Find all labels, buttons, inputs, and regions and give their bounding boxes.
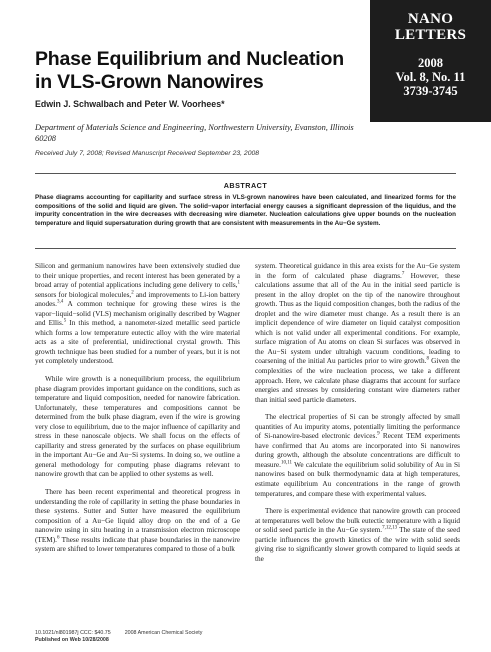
journal-year: 2008: [418, 56, 443, 70]
top-divider: [35, 173, 456, 174]
journal-volume: Vol. 8, No. 11: [395, 70, 466, 84]
body-paragraph: system. Theoretical guidance in this area exists for the Au−Ge system in the form of calculated phase diagrams.$^7$ However, these calculations assume that all of the Au in the initial seed particle is present in the alloy droplet on the tip of the nanowire throughout growth. Thus as the liquid composition changes, both the radius of the droplet and the wire diameter must change. As a result there is an implicit dependence of wire diameter on liquid catalyst composition which is not valid under all experimental conditions. For example, surface migration of Au atoms on clean Si surfaces was observed in the Au−Si system under ultrahigh vacuum conditions, leading to coarsening of the initial Au particles prior to wire growth.$^8$ Given the complexities of the wire nucleation process, we take a different approach. Here, we calculate phase diagrams that account for surface energies and stresses by considering constant wire diameters rather than initial seed particle diameters.: [255, 262, 461, 404]
citation-ref: 3,4: [56, 299, 64, 305]
citation-ref: 7,12,13: [382, 525, 398, 531]
citation-ref: 2: [131, 290, 134, 296]
abstract-text: Phase diagrams accounting for capillarity and surface stress in VLS-grown nanowires have been calculated, and linearized forms for the compositions of the solid and liquid are given. The solid−vapor interfacial energy causes a significant depression of the liquidus, and the impurity concentration in the wire decreases with decreasing wire diameter. Nucleation calculations give upper bounds on the nucleation temperature and liquid supersaturation during growth that are consistent with measurements in the Au−Ge system.: [35, 194, 456, 227]
body-paragraph: Silicon and germanium nanowires have been extensively studied due to their unique properties, and recent interest has been generated by a broad array of potential applications including gene delivery to cells,$^1$ sensors for biological molecules,$^2$ and improvements to Li-ion battery anodes.$^{3,4}$ A common technique for growing these wires is the vapor−liquid−solid (VLS) mechanism originally described by Wagner and Ellis.$^5$ In this method, a nanometer-sized metallic seed particle which forms a low temperature eutectic alloy with the wire material acts as a site of preferential, unidirectional crystal growth. This growth technique has been studied for a number of years, but it is not yet completely understood.: [35, 262, 241, 366]
citation-ref: 7: [401, 271, 405, 277]
article-title: Phase Equilibrium and Nucleation in VLS-Grown Nanowires: [35, 48, 344, 93]
copyright-text: 2008 American Chemical Society: [124, 630, 203, 636]
article-authors: Edwin J. Schwalbach and Peter W. Voorhees*: [35, 99, 225, 109]
journal-badge: [370, 0, 491, 122]
journal-pages: 3739-3745: [403, 84, 458, 98]
page-footer: [35, 630, 202, 644]
body-paragraph: The electrical properties of Si can be strongly affected by small quantities of Au impurity atoms, potentially limiting the performance of Si-nanowire-based electronic devices.$^9$ Recent TEM experiments have confirmed that Au atoms are incorporated into Si nanowires during growth, although the absolute concentrations are difficult to measure.$^{10,11}$ We calculate the equilibrium solid solubility of Au in Si nanowires based on bulk thermodynamic data at high temperatures, estimate equilibrium Au concentrations in the range of growth temperatures, and compare these with experimental values.: [255, 413, 461, 498]
received-dates: Received July 7, 2008; Revised Manuscript Received September 23, 2008: [35, 150, 260, 157]
left-column: [35, 262, 240, 563]
citation-ref: 1: [237, 280, 240, 286]
journal-name-line2: LETTERS: [394, 27, 467, 43]
body-paragraph: There is experimental evidence that nanowire growth can proceed at temperatures well below the bulk eutectic temperature with a liquid or solid seed particle in the Au−Ge system.$^{7,12,13}$ The state of the seed particle influences the growth kinetics of the wire with solid seeds giving rise to significantly slower growth compared to liquid seeds at the: [255, 507, 460, 563]
citation-ref: 8: [426, 357, 429, 363]
published-date: Published on Web 10/28/2008: [35, 637, 109, 643]
citation-ref: 5: [63, 318, 67, 324]
citation-ref: 10,11: [280, 460, 293, 466]
journal-name-line1: NANO: [407, 11, 454, 27]
abstract-heading: ABSTRACT: [223, 181, 268, 190]
abstract-divider: [35, 248, 456, 249]
citation-ref: 9: [377, 431, 380, 437]
right-column: [255, 262, 460, 572]
citation-ref: 6: [56, 535, 60, 541]
body-paragraph: There has been recent experimental and theoretical progress in understanding the role of capillarity in setting the phase boundaries in these systems. Sutter and Sutter have measured the equilibrium composition of a Au−Ge liquid alloy drop on the end of a Ge nanowire using in situ heating in a transmission electron microscope (TEM).$^6$ These results indicate that phase boundaries in the nanowire system are shifted to lower temperatures compared to those of a bulk: [35, 488, 240, 554]
author-affiliation: Department of Materials Science and Engineering, Northwestern University, Evanston, Illinois 60208: [35, 123, 354, 143]
doi-text: 10.1021/nl801987j CCC: $40.75: [35, 630, 111, 636]
body-paragraph: While wire growth is a nonequilibrium process, the equilibrium phase diagram provides important guidance on the conditions, such as temperature and liquid composition, needed for nanowire fabrication. Unfortunately, these temperatures and compositions cannot be determined from the bulk phase diagram, even if the wire is growing very close to equilibrium, due to the major influence of capillarity and stress in these nanoscale objects. We shall focus on the effects of capillarity and stress generated by the surfaces on phase equilibrium in the important Au−Ge and Au−Si systems. In doing so, we outline a general methodology for computing phase diagrams relevant to nanowire growth that can be applied to other systems as well.: [35, 375, 240, 479]
